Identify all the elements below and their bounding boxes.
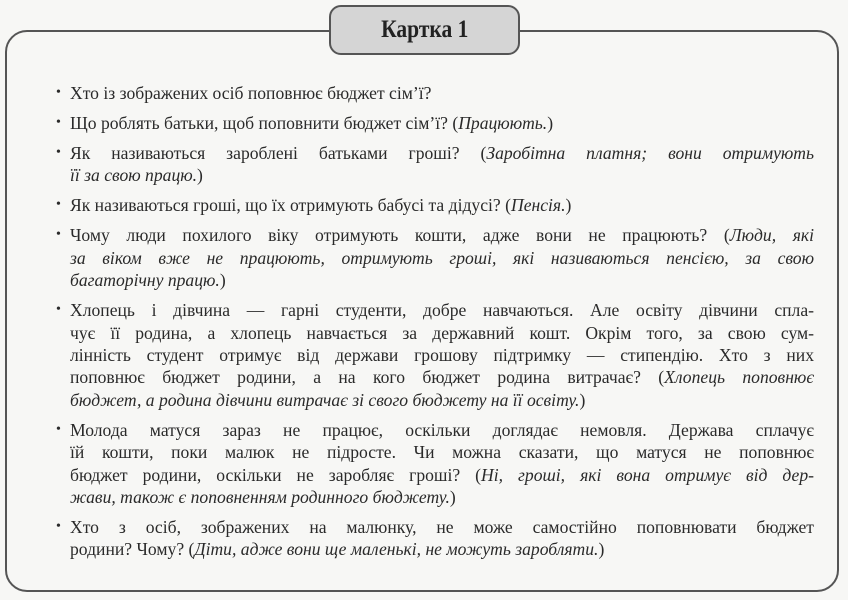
answer-text: бюджет, а родина дівчини витрачає зі свого бюджету на її освіту. <box>70 389 580 410</box>
question-text: чує її родина, а хлопець навчається за державний кошт. Окрім того, за свою сум- <box>70 322 814 343</box>
answer-text: Заробітна платня; вони отримують <box>486 143 814 163</box>
question-text: Що роблять батьки, щоб поповнити бюджет сім’ї? ( <box>70 113 459 133</box>
answer-text: Пенсія. <box>510 195 566 216</box>
question-text: Чому люди похилого віку отримують кошти, адже вони не працюють? ( <box>70 225 730 246</box>
question-text: Як називаються зароблені батьками гроші? ( <box>70 143 487 163</box>
answer-text: Діти, адже вони ще маленькі, не можуть заробляти. <box>194 539 599 560</box>
text-line <box>70 164 814 186</box>
card-title: Картка 1 <box>380 16 469 43</box>
text-line <box>70 516 814 538</box>
text-line <box>70 194 814 216</box>
question-text: ) <box>579 389 586 410</box>
text-line <box>70 464 814 486</box>
question-text: лінність студент отримує від держави грошову підтримку — стипендію. Хто з них <box>70 345 814 366</box>
question-text: їй кошти, поки малюк не підросте. Чи можна сказати, що матуся не поповнює <box>70 442 814 463</box>
answer-text: багаторічну працю. <box>70 270 220 291</box>
question-text: Молода матуся зараз не працює, оскільки доглядає немовля. Держава сплачує <box>70 419 814 440</box>
answer-text: Ні, гроші, які вона отримує від дер- <box>481 464 814 485</box>
list-item <box>56 112 814 134</box>
text-line <box>70 142 814 164</box>
list-item <box>56 224 814 291</box>
text-line <box>70 366 814 388</box>
question-text: ) <box>598 539 605 560</box>
text-line <box>70 269 814 291</box>
answer-text: Працюють. <box>458 113 548 133</box>
question-text: Хто із зображених осіб поповнює бюджет сім’ї? <box>70 83 432 103</box>
text-line <box>70 82 814 104</box>
question-text: Хлопець і дівчина — гарні студенти, добре навчаються. Але освіту дівчини спла- <box>70 300 814 321</box>
question-text: ) <box>197 165 203 186</box>
text-line <box>70 419 814 441</box>
answer-text: її за свою працю. <box>70 165 198 186</box>
list-item <box>56 194 814 216</box>
answer-text: за віком вже не працюють, отримують гроші, які називаються пенсією, за свою <box>70 247 814 268</box>
question-text: Як називаються гроші, що їх отримують бабусі та дідусі? ( <box>70 195 511 216</box>
question-text: ) <box>565 195 572 216</box>
text-line <box>70 389 814 411</box>
question-text: ) <box>547 113 554 133</box>
question-text: бюджет родини, оскільки не заробляє гроші? ( <box>70 464 482 485</box>
text-line <box>70 441 814 463</box>
answer-text: Люди, які <box>729 225 814 246</box>
text-line <box>70 538 814 560</box>
answer-text: Хлопець поповнює <box>664 367 814 388</box>
bullet-icon: • <box>56 227 61 243</box>
bullet-icon: • <box>56 115 61 130</box>
text-line <box>70 247 814 269</box>
question-text: ) <box>449 487 456 508</box>
card-title-tab <box>329 5 520 55</box>
question-list <box>56 82 814 568</box>
bullet-icon: • <box>56 421 61 437</box>
list-item <box>56 419 814 509</box>
question-text: Хто з осіб, зображених на малюнку, не може самостійно поповнювати бюджет <box>70 517 814 538</box>
answer-text: жави, також є поповненням родинного бюджету. <box>70 487 450 508</box>
list-item <box>56 142 814 187</box>
text-line <box>70 486 814 508</box>
text-line <box>70 344 814 366</box>
text-line <box>70 322 814 344</box>
bullet-icon: • <box>56 519 61 535</box>
bullet-icon: • <box>56 302 61 318</box>
text-line <box>70 224 814 246</box>
question-text: родини? Чому? ( <box>70 539 195 560</box>
list-item <box>56 516 814 561</box>
bullet-icon: • <box>56 85 61 100</box>
question-text: поповнює бюджет родини, а на кого бюджет родина витрачає? ( <box>70 367 665 388</box>
list-item <box>56 299 814 411</box>
bullet-icon: • <box>56 197 61 213</box>
question-text: ) <box>219 270 226 291</box>
list-item <box>56 82 814 104</box>
bullet-icon: • <box>56 145 61 160</box>
text-line <box>70 112 814 134</box>
text-line <box>70 299 814 321</box>
